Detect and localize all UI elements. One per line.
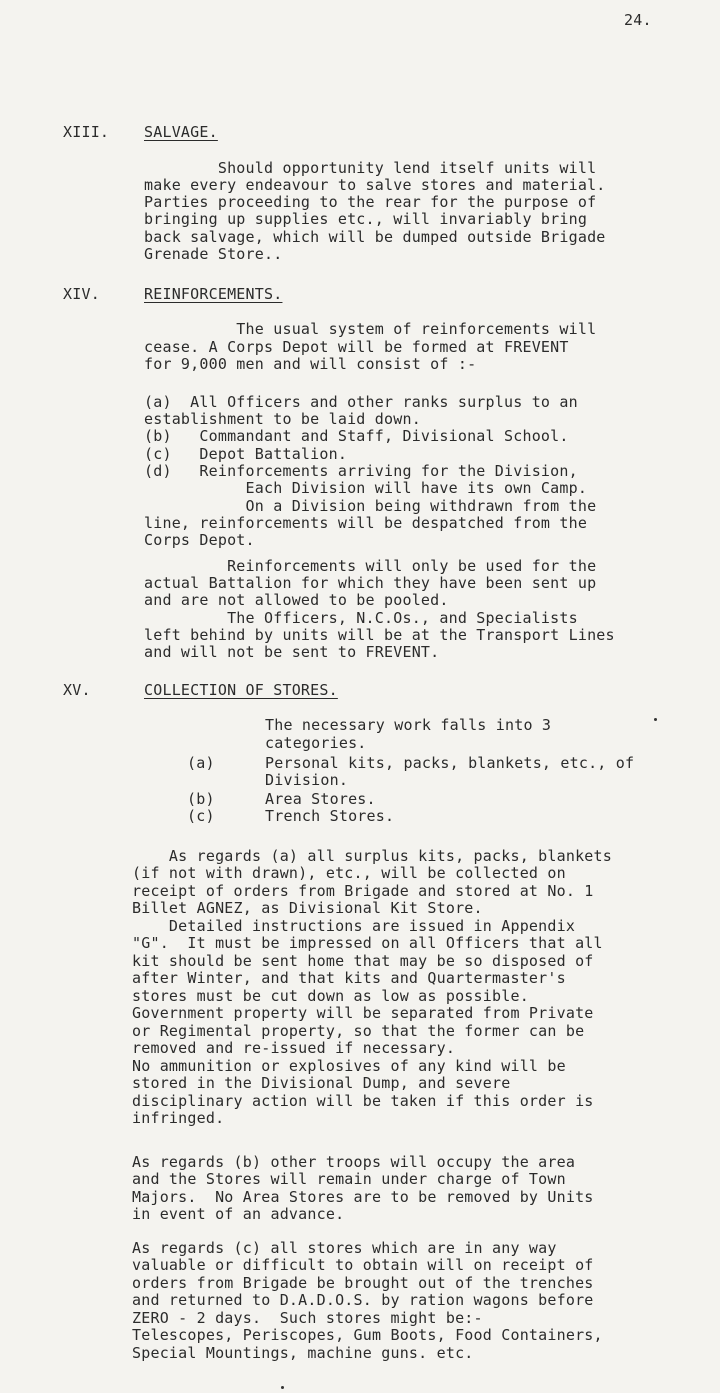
- text-line: stored in the Divisional Dump, and severe: [132, 1074, 511, 1092]
- text-line: make every endeavour to salve stores and material.: [144, 176, 606, 194]
- text-line: after Winter, and that kits and Quartermaster's: [132, 969, 566, 987]
- text-line: and the Stores will remain under charge of Town: [132, 1170, 566, 1188]
- text-line: and will not be sent to FREVENT.: [144, 643, 440, 661]
- text-line: (if not with drawn), etc., will be collected on: [132, 864, 566, 882]
- section-13-title: SALVAGE.: [144, 123, 218, 141]
- list-item: (d) Reinforcements arriving for the Division,: [144, 462, 578, 480]
- text-line: Each Division will have its own Camp.: [144, 479, 588, 497]
- text-line: bringing up supplies etc., will invariably bring: [144, 210, 588, 228]
- text-line: The usual system of reinforcements will: [144, 320, 597, 338]
- text-line: and returned to D.A.D.O.S. by ration wagons before: [132, 1291, 594, 1309]
- text-line: Billet AGNEZ, as Divisional Kit Store.: [132, 899, 483, 917]
- text-line: Personal kits, packs, blankets, etc., of: [265, 754, 635, 772]
- text-line: or Regimental property, so that the former can be: [132, 1022, 585, 1040]
- text-line: left behind by units will be at the Transport Lines: [144, 626, 615, 644]
- page-number: 24.: [624, 11, 652, 29]
- text-line: Corps Depot.: [144, 531, 255, 549]
- text-line: Grenade Store..: [144, 245, 283, 263]
- section-13-number: XIII.: [63, 123, 110, 141]
- text-line: Detailed instructions are issued in Appendix: [132, 917, 576, 935]
- text-line: Parties proceeding to the rear for the purpose of: [144, 193, 597, 211]
- text-line: kit should be sent home that may be so disposed of: [132, 952, 594, 970]
- section-14-title: REINFORCEMENTS.: [144, 285, 283, 303]
- text-line: receipt of orders from Brigade and stored at No. 1: [132, 882, 594, 900]
- text-line: ZERO - 2 days. Such stores might be:-: [132, 1309, 483, 1327]
- text-line: valuable or difficult to obtain will on receipt of: [132, 1256, 594, 1274]
- text-line: Division.: [265, 771, 349, 789]
- text-line: As regards (a) all surplus kits, packs, blankets: [132, 847, 612, 865]
- text-line: removed and re-issued if necessary.: [132, 1039, 456, 1057]
- text-line: actual Battalion for which they have been sent up: [144, 574, 597, 592]
- text-line: Special Mountings, machine guns. etc.: [132, 1344, 474, 1362]
- text-line: line, reinforcements will be despatched from the: [144, 514, 588, 532]
- list-item: establishment to be laid down.: [144, 410, 421, 428]
- text-line: orders from Brigade be brought out of the trenches: [132, 1274, 594, 1292]
- text-line: Trench Stores.: [265, 807, 395, 825]
- text-line: As regards (c) all stores which are in any way: [132, 1239, 557, 1257]
- text-line: categories.: [265, 734, 367, 752]
- text-line: Area Stores.: [265, 790, 376, 808]
- text-line: stores must be cut down as low as possible.: [132, 987, 529, 1005]
- stray-mark: [654, 718, 657, 721]
- text-line: and are not allowed to be pooled.: [144, 591, 449, 609]
- text-line: Telescopes, Periscopes, Gum Boots, Food Containers,: [132, 1326, 603, 1344]
- text-line: infringed.: [132, 1109, 225, 1127]
- category-label: (a): [187, 754, 215, 772]
- text-line: cease. A Corps Depot will be formed at FREVENT: [144, 338, 569, 356]
- list-item: (b) Commandant and Staff, Divisional School.: [144, 427, 569, 445]
- text-line: Reinforcements will only be used for the: [144, 557, 597, 575]
- text-line: Government property will be separated from Private: [132, 1004, 594, 1022]
- category-label: (b): [187, 790, 215, 808]
- text-line: As regards (b) other troops will occupy the area: [132, 1153, 576, 1171]
- text-line: disciplinary action will be taken if this order is: [132, 1092, 594, 1110]
- text-line: Majors. No Area Stores are to be removed by Units: [132, 1188, 594, 1206]
- list-item: (a) All Officers and other ranks surplus to an: [144, 393, 578, 411]
- section-15-title: COLLECTION OF STORES.: [144, 681, 338, 699]
- text-line: The Officers, N.C.Os., and Specialists: [144, 609, 578, 627]
- text-line: for 9,000 men and will consist of :-: [144, 355, 477, 373]
- text-line: in event of an advance.: [132, 1205, 345, 1223]
- text-line: The necessary work falls into 3: [265, 716, 552, 734]
- text-line: Should opportunity lend itself units will: [144, 159, 597, 177]
- section-14-number: XIV.: [63, 285, 100, 303]
- text-line: "G". It must be impressed on all Officers that all: [132, 934, 603, 952]
- text-line: No ammunition or explosives of any kind will be: [132, 1057, 566, 1075]
- list-item: (c) Depot Battalion.: [144, 445, 348, 463]
- text-line: On a Division being withdrawn from the: [144, 497, 597, 515]
- stray-mark: [281, 1386, 284, 1389]
- text-line: back salvage, which will be dumped outside Brigade: [144, 228, 606, 246]
- section-15-number: XV.: [63, 681, 91, 699]
- category-label: (c): [187, 807, 215, 825]
